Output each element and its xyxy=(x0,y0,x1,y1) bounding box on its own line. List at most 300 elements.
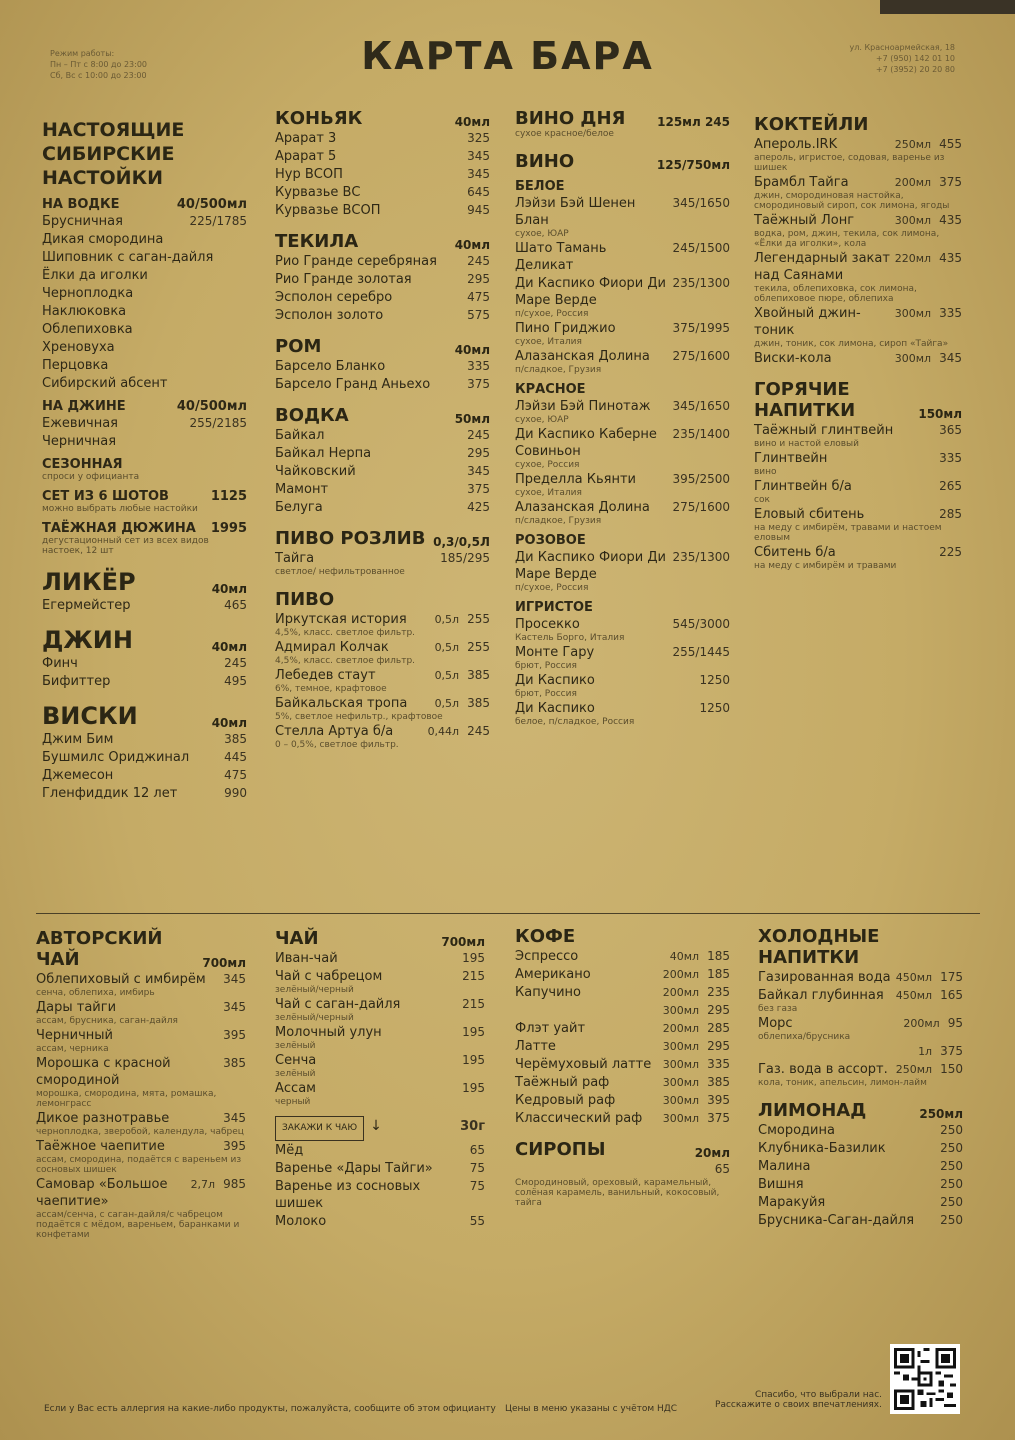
item-name: Белуга xyxy=(275,500,323,515)
item-price: 385 xyxy=(467,696,490,710)
item-description: текила, облепиховка, сок лимона, облепиховое пюре, облепиха xyxy=(754,284,917,304)
section-volume: 40мл xyxy=(454,238,490,252)
item-name: Латте xyxy=(515,1039,556,1054)
item-volume: 300мл xyxy=(662,1004,700,1017)
menu-item xyxy=(42,597,247,614)
item-price: 245 xyxy=(467,428,490,442)
subsection-title: НА ДЖИНЕ xyxy=(42,399,126,414)
item-description: сок xyxy=(754,495,770,505)
section-heading xyxy=(275,405,490,426)
subsection-heading xyxy=(42,521,247,536)
menu-item xyxy=(758,969,963,986)
menu-item xyxy=(42,339,247,356)
section-heading xyxy=(42,118,247,190)
item-name: Иркутская история xyxy=(275,612,407,627)
subsection-title: КРАСНОЕ xyxy=(515,382,586,397)
column-spirits-beer xyxy=(275,108,490,750)
item-description: п/сухое, Россия xyxy=(515,309,589,319)
menu-item xyxy=(515,1038,730,1055)
item-description: ассам, брусника, саган-дайля xyxy=(36,1016,178,1026)
menu-item xyxy=(42,415,247,432)
item-price: 365 xyxy=(939,423,962,437)
item-volume: 300мл xyxy=(662,1112,700,1125)
menu-item xyxy=(754,250,962,284)
item-price: 395 xyxy=(223,1028,246,1042)
section-title: ЧАЙ xyxy=(275,928,319,949)
item-price: 335 xyxy=(939,306,962,320)
item-name: Варенье из сосновых шишек xyxy=(275,1179,421,1211)
item-name: Таёжное чаепитие xyxy=(36,1139,165,1154)
item-price: 345 xyxy=(467,464,490,478)
item-name: Таёжный Лонг xyxy=(754,213,855,228)
item-price: 185/295 xyxy=(440,551,490,565)
subsection-title: БЕЛОЕ xyxy=(515,179,565,194)
menu-item xyxy=(275,463,490,480)
menu-item xyxy=(754,478,962,495)
section-heading xyxy=(754,114,962,135)
item-price: 495 xyxy=(224,674,247,688)
item-volume: 450мл xyxy=(895,989,933,1002)
phone: +7 (3952) 20 20 80 xyxy=(875,65,955,74)
section-title: РОМ xyxy=(275,336,322,357)
section-title: ВОДКА xyxy=(275,405,349,426)
item-price: 225 xyxy=(939,545,962,559)
item-price: 165 xyxy=(940,988,963,1002)
subsection-title: ИГРИСТОЕ xyxy=(515,600,593,615)
item-description: 4,5%, класс. светлое фильтр. xyxy=(275,628,416,638)
item-price: 375/1995 xyxy=(672,321,730,335)
item-description: без газа xyxy=(758,1004,798,1014)
item-price: 475 xyxy=(224,768,247,782)
menu-item xyxy=(754,544,962,561)
item-price: 375 xyxy=(939,175,962,189)
item-description: зелёный xyxy=(275,1069,316,1079)
column-author-tea xyxy=(36,928,246,1240)
item-name: Курвазье ВСОП xyxy=(275,203,381,218)
item-name: Пино Гриджио xyxy=(515,321,616,336)
section-title: КОФЕ xyxy=(515,926,576,947)
menu-item xyxy=(42,357,247,374)
section-volume: 40мл xyxy=(211,640,247,654)
section-heading xyxy=(754,379,962,421)
section-title: ЛИКЁР xyxy=(42,568,136,596)
item-price: 345 xyxy=(939,351,962,365)
item-name: Байкал xyxy=(275,428,325,443)
order-with-tea-button[interactable]: ЗАКАЖИ К ЧАЮ xyxy=(275,1116,364,1141)
menu-item xyxy=(515,966,730,983)
item-name: Ди Каспико Фиори Ди Маре Верде xyxy=(515,276,666,308)
item-name: Нур ВСОП xyxy=(275,167,343,182)
menu-item xyxy=(515,195,730,229)
item-name: Тайга xyxy=(275,551,315,566)
section-heading xyxy=(275,231,490,252)
item-name: Гленфиддик 12 лет xyxy=(42,786,178,801)
subsection-heading xyxy=(42,197,247,212)
menu-item xyxy=(515,471,730,488)
menu-item xyxy=(754,136,962,153)
item-volume: 450мл xyxy=(895,971,933,984)
item-volume: 0,5л xyxy=(434,613,460,626)
section-heading xyxy=(758,926,963,968)
item-description: 6%, темное, крафтовое xyxy=(275,684,387,694)
menu-item xyxy=(42,249,247,266)
item-description: сухое, ЮАР xyxy=(515,229,569,239)
menu-item xyxy=(42,785,247,802)
item-description: брют, Россия xyxy=(515,661,577,671)
menu-item xyxy=(515,1110,730,1127)
dark-edge xyxy=(880,0,1015,14)
menu-item xyxy=(515,398,730,415)
menu-item xyxy=(515,1002,730,1019)
item-name: Монте Гару xyxy=(515,645,595,660)
menu-item xyxy=(42,749,247,766)
section-volume: 20мл xyxy=(694,1146,730,1160)
item-name: Шиповник с саган-дайля xyxy=(42,250,214,265)
item-price: 250 xyxy=(940,1177,963,1191)
item-description: черный xyxy=(275,1097,311,1107)
section-heading xyxy=(42,626,247,654)
menu-item xyxy=(275,950,485,967)
item-name: Черёмуховый латте xyxy=(515,1057,652,1072)
item-price: 65 xyxy=(469,1143,485,1157)
item-name: Ёлки да иголки xyxy=(42,268,148,283)
menu-item xyxy=(515,1161,730,1178)
item-price: 215 xyxy=(462,997,485,1011)
menu-item xyxy=(36,999,246,1016)
section-title: ГОРЯЧИЕ НАПИТКИ xyxy=(754,379,856,421)
item-name: Капучино xyxy=(515,985,581,1000)
allergy-note: Если у Вас есть аллергия на какие-либо продукты, пожалуйста, сообщите об этом официанту xyxy=(44,1404,496,1414)
section-title: ВИНО xyxy=(515,151,575,172)
order-with-tea-box xyxy=(275,1108,458,1141)
item-price: 195 xyxy=(462,1053,485,1067)
item-name: Ассам xyxy=(275,1081,316,1096)
item-price: 185 xyxy=(707,949,730,963)
item-name: Арарат 3 xyxy=(275,131,337,146)
item-description: брют, Россия xyxy=(515,689,577,699)
menu-item xyxy=(515,348,730,365)
item-name: Мёд xyxy=(275,1143,304,1158)
menu-item xyxy=(42,267,247,284)
item-price: 255/1445 xyxy=(672,645,730,659)
item-price: 645 xyxy=(467,185,490,199)
menu-item xyxy=(515,672,730,689)
item-name: Классический раф xyxy=(515,1111,643,1126)
item-volume: 200мл xyxy=(903,1017,940,1030)
menu-item xyxy=(42,321,247,338)
item-price: 215 xyxy=(462,969,485,983)
item-price: 395 xyxy=(707,1093,730,1107)
item-price: 250 xyxy=(940,1213,963,1227)
item-description: белое, п/сладкое, Россия xyxy=(515,717,635,727)
item-name: Алазанская Долина xyxy=(515,349,650,364)
working-hours xyxy=(50,48,147,81)
item-description: вино и настой еловый xyxy=(754,439,859,449)
menu-item xyxy=(42,375,247,392)
hours-line: Сб, Вс с 10:00 до 23:00 xyxy=(50,71,147,80)
item-price: 75 xyxy=(469,1161,485,1175)
portion-size: 30г xyxy=(460,1119,485,1134)
subsection-price: 1995 xyxy=(210,521,247,536)
section-heading xyxy=(42,568,247,596)
subsection-title: НА ВОДКЕ xyxy=(42,197,120,212)
subsection-note: дегустационный сет из всех видов настоек, 12 шт xyxy=(42,536,209,556)
section-volume: 700мл xyxy=(441,935,485,949)
item-volume: 220мл xyxy=(894,252,932,265)
item-volume: 0,5л xyxy=(434,697,460,710)
menu-item xyxy=(275,253,490,270)
item-price: 475 xyxy=(467,290,490,304)
item-name: Курвазье ВС xyxy=(275,185,361,200)
item-name: Лэйзи Бэй Пинотаж xyxy=(515,399,651,414)
item-price: 425 xyxy=(467,500,490,514)
menu-item xyxy=(275,667,490,684)
section-title: ПИВО xyxy=(275,589,335,610)
item-price: 245 xyxy=(467,254,490,268)
item-description: сухое, Россия xyxy=(515,460,580,470)
section-volume: 700мл xyxy=(202,956,246,970)
section-title: КОНЬЯК xyxy=(275,108,363,129)
section-heading xyxy=(515,1139,730,1160)
menu-item xyxy=(275,550,490,567)
subsection-title: СЕТ ИЗ 6 ШОТОВ xyxy=(42,489,169,504)
item-description: водка, ром, джин, текила, сок лимона, «Ёлки да иголки», кола xyxy=(754,229,940,249)
menu-item xyxy=(515,275,730,309)
item-name: Чай с саган-дайля xyxy=(275,997,401,1012)
section-title: ДЖИН xyxy=(42,626,133,654)
menu-item xyxy=(275,499,490,516)
item-description: п/сладкое, Грузия xyxy=(515,516,602,526)
item-volume: 40мл xyxy=(669,950,700,963)
item-name: Хвойный джин-тоник xyxy=(754,306,861,338)
item-name: Глинтвейн б/а xyxy=(754,479,852,494)
item-name: Виски-кола xyxy=(754,351,832,366)
menu-item xyxy=(754,305,962,339)
menu-item xyxy=(275,611,490,628)
menu-item xyxy=(36,1055,246,1089)
subsection-heading xyxy=(515,533,730,548)
section-heading xyxy=(42,702,247,730)
item-volume: 300мл xyxy=(662,1040,700,1053)
menu-item xyxy=(515,1092,730,1109)
section-heading xyxy=(275,528,490,549)
section-title: КОКТЕЙЛИ xyxy=(754,114,869,135)
item-price: 945 xyxy=(467,203,490,217)
menu-item xyxy=(275,271,490,288)
item-price: 55 xyxy=(469,1214,485,1228)
section-volume: 50мл xyxy=(454,412,490,426)
thanks-line: Расскажите о своих впечатлениях. xyxy=(715,1400,882,1410)
item-name: Мамонт xyxy=(275,482,329,497)
menu-item xyxy=(275,376,490,393)
item-name: Кедровый раф xyxy=(515,1093,616,1108)
item-volume: 300мл xyxy=(894,214,932,227)
item-name: Брамбл Тайга xyxy=(754,175,849,190)
menu-item xyxy=(275,358,490,375)
menu-item xyxy=(758,987,963,1004)
phone: +7 (950) 142 01 10 xyxy=(875,54,955,63)
item-name: Брусника-Саган-дайля xyxy=(758,1213,915,1228)
arrow-down-icon: ↓ xyxy=(370,1118,382,1134)
item-name: Чай с чабрецом xyxy=(275,969,383,984)
section-volume: 40мл xyxy=(211,582,247,596)
item-name: Бушмилс Ориджинал xyxy=(42,750,190,765)
column-tea xyxy=(275,928,485,1230)
item-price: 375 xyxy=(467,482,490,496)
item-description: 5%, светлое нефильтр., крафтовое xyxy=(275,712,443,722)
item-name: Смородина xyxy=(758,1123,835,1138)
menu-item xyxy=(758,1158,963,1175)
item-price: 385 xyxy=(223,1056,246,1070)
item-description: п/сухое, Россия xyxy=(515,583,589,593)
menu-item xyxy=(275,427,490,444)
item-price: 255 xyxy=(467,612,490,626)
menu-item xyxy=(42,303,247,320)
item-name: Дикое разнотравье xyxy=(36,1111,170,1126)
item-volume: 0,44л xyxy=(427,725,460,738)
section-heading xyxy=(36,928,246,970)
item-price: 295 xyxy=(467,272,490,286)
item-price: 985 xyxy=(223,1177,246,1191)
item-price: 245 xyxy=(224,656,247,670)
item-name: Облепиховый с имбирём xyxy=(36,972,206,987)
menu-item xyxy=(275,1178,485,1212)
item-name: Бифиттер xyxy=(42,674,111,689)
menu-item xyxy=(275,1160,485,1177)
section-volume: 125мл 245 xyxy=(657,115,730,129)
section-title: ЛИМОНАД xyxy=(758,1100,867,1121)
menu-item xyxy=(275,1052,485,1069)
item-price: 255/2185 xyxy=(189,416,247,430)
item-description: зелёный/черный xyxy=(275,1013,354,1023)
section-heading xyxy=(515,926,730,947)
item-price: 250 xyxy=(940,1159,963,1173)
menu-item xyxy=(42,673,247,690)
item-volume: 300мл xyxy=(894,307,932,320)
section-volume: 150мл xyxy=(918,407,962,421)
item-name: Молочный улун xyxy=(275,1025,382,1040)
item-price: 335 xyxy=(467,359,490,373)
subsection-heading xyxy=(42,489,247,504)
item-name: Хреновуха xyxy=(42,340,115,355)
item-name: Таёжный глинтвейн xyxy=(754,423,894,438)
column-wine xyxy=(515,108,730,727)
item-volume: 0,5л xyxy=(434,641,460,654)
item-name: Морошка с красной смородиной xyxy=(36,1056,171,1088)
item-price: 65 xyxy=(714,1162,730,1176)
item-name: Малина xyxy=(758,1159,811,1174)
subsection-heading xyxy=(42,457,247,472)
menu-item xyxy=(275,639,490,656)
item-price: 990 xyxy=(224,786,247,800)
item-price: 375 xyxy=(707,1111,730,1125)
menu-item xyxy=(515,644,730,661)
item-volume: 200мл xyxy=(662,1022,700,1035)
item-name: Ежевичная xyxy=(42,416,119,431)
menu-item xyxy=(42,731,247,748)
menu-item xyxy=(754,506,962,523)
item-price: 250 xyxy=(940,1195,963,1209)
item-description: 0 – 0,5%, светлое фильтр. xyxy=(275,740,399,750)
menu-item xyxy=(36,1176,246,1210)
item-description: ассам, черника xyxy=(36,1044,109,1054)
menu-item xyxy=(515,499,730,516)
menu-item xyxy=(275,968,485,985)
item-name: Стелла Артуа б/а xyxy=(275,724,394,739)
order-with-tea-row xyxy=(275,1108,485,1141)
item-price: 245 xyxy=(467,724,490,738)
item-price: 295 xyxy=(707,1003,730,1017)
item-price: 75 xyxy=(469,1179,485,1193)
item-name: Байкал глубинная xyxy=(758,988,884,1003)
column-cold-drinks xyxy=(758,926,963,1229)
menu-item xyxy=(515,1074,730,1091)
item-price: 235/1300 xyxy=(672,276,730,290)
item-description: светлое/ нефильтрованное xyxy=(275,567,405,577)
item-name: Морс xyxy=(758,1016,793,1031)
vat-note: Цены в меню указаны с учётом НДС xyxy=(505,1404,678,1414)
section-volume: 40мл xyxy=(454,115,490,129)
menu-item xyxy=(42,285,247,302)
item-price: 295 xyxy=(707,1039,730,1053)
item-description: черноплодка, зверобой, календула, чабрец xyxy=(36,1127,244,1137)
section-title: ТЕКИЛА xyxy=(275,231,359,252)
item-name: Дикая смородина xyxy=(42,232,164,247)
section-title: ХОЛОДНЫЕ НАПИТКИ xyxy=(758,926,880,968)
menu-item xyxy=(754,212,962,229)
item-name: Сбитень б/а xyxy=(754,545,836,560)
item-price: 395 xyxy=(223,1139,246,1153)
item-volume: 250мл xyxy=(894,138,932,151)
item-volume: 0,5л xyxy=(434,669,460,682)
item-price: 185 xyxy=(707,967,730,981)
menu-item xyxy=(36,1138,246,1155)
item-name: Иван-чай xyxy=(275,951,338,966)
column-coffee xyxy=(515,926,730,1208)
section-divider xyxy=(36,913,980,914)
item-name: Дары тайги xyxy=(36,1000,117,1015)
item-volume: 200мл xyxy=(662,986,700,999)
menu-item xyxy=(515,320,730,337)
hours-line: Режим работы: xyxy=(50,49,115,58)
menu-title: КАРТА БАРА xyxy=(361,34,654,78)
subsection-note: спроси у официанта xyxy=(42,472,140,482)
section-volume: 0,3/0,5Л xyxy=(433,535,490,549)
item-price: 255 xyxy=(467,640,490,654)
item-name: Пределла Кьянти xyxy=(515,472,636,487)
subsection-title: РОЗОВОЕ xyxy=(515,533,586,548)
section-volume: 40мл xyxy=(454,343,490,357)
item-description: вино xyxy=(754,467,777,477)
item-description: п/сладкое, Грузия xyxy=(515,365,602,375)
item-price: 345 xyxy=(223,1000,246,1014)
qr-code-icon[interactable] xyxy=(890,1344,960,1414)
section-title: ВИСКИ xyxy=(42,702,138,730)
column-cocktails-hot xyxy=(754,114,962,571)
item-name: Лэйзи Бэй Шенен Блан xyxy=(515,196,636,228)
menu-item xyxy=(758,1043,963,1060)
item-price: 375 xyxy=(940,1044,963,1058)
item-description: джин, смородиновая настойка, смородиновый сироп, сок лимона, ягоды xyxy=(754,191,950,211)
item-price: 285 xyxy=(939,507,962,521)
item-name: Эсполон серебро xyxy=(275,290,393,305)
item-volume: 200мл xyxy=(662,968,700,981)
item-price: 345 xyxy=(223,1111,246,1125)
subsection-title: ТАЁЖНАЯ ДЮЖИНА xyxy=(42,521,196,536)
item-name: Глинтвейн xyxy=(754,451,828,466)
item-price: 345 xyxy=(467,167,490,181)
item-name: Газированная вода xyxy=(758,970,891,985)
